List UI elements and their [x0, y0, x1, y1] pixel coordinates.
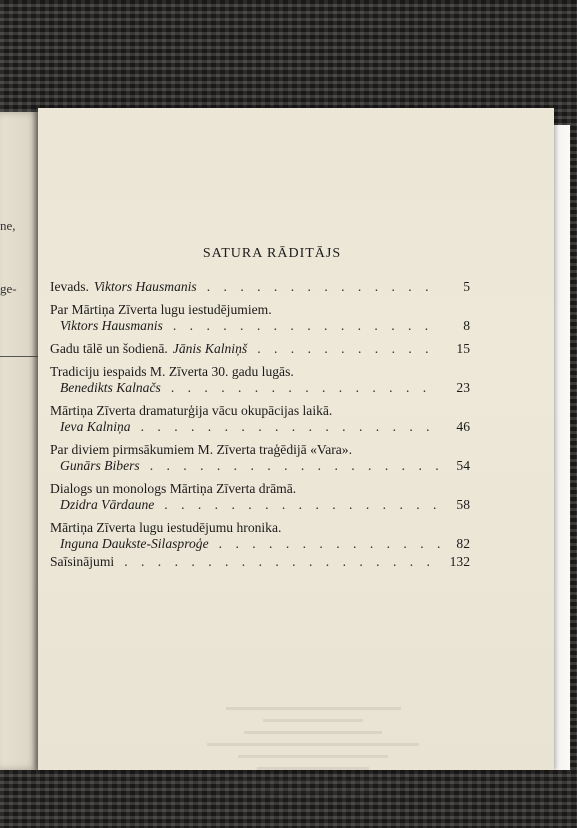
entry-page-number: 23: [456, 380, 470, 395]
entry-page-number: 8: [463, 318, 470, 333]
toc-entry: [50, 554, 470, 570]
entry-author: Jānis Kalniņš: [172, 341, 248, 356]
leader-dots: [167, 380, 440, 396]
entry-page-number: 46: [456, 419, 470, 434]
entry-page-number: 15: [456, 341, 470, 356]
left-page-fragment: ge-: [0, 281, 17, 296]
entry-author: Ieva Kalniņa: [60, 419, 131, 434]
entry-page-number: 54: [456, 458, 470, 473]
entry-page-number: 82: [456, 536, 470, 551]
leader-dots: [146, 458, 440, 474]
entry-title: Gadu tālē un šodienā.: [50, 341, 168, 356]
toc-entry: [50, 364, 470, 396]
entry-title: Tradiciju iespaids M. Zīverta 30. gadu lugās.: [50, 364, 294, 379]
entry-author: Viktors Hausmanis: [93, 279, 197, 294]
entry-author: Inguna Daukste-Silasproģe: [60, 536, 209, 551]
toc-entry: [50, 403, 470, 435]
entry-title: Ievads.: [50, 279, 89, 294]
toc-entry: [50, 341, 470, 357]
toc-entry: [50, 520, 470, 552]
entry-title: Mārtiņa Zīverta lugu iestudējumu hronika.: [50, 520, 282, 535]
toc-title: SATURA RĀDITĀJS: [202, 246, 342, 261]
table-of-contents: [50, 246, 470, 577]
entry-title: Saīsinājumi: [50, 554, 115, 569]
leader-dots: [253, 341, 440, 357]
entry-page-number: 5: [463, 279, 470, 294]
leader-dots: [160, 497, 440, 513]
toc-entry: [50, 442, 470, 474]
leader-dots: [137, 419, 440, 435]
leader-dots: [203, 279, 440, 295]
entry-title: Par diviem pirmsākumiem M. Zīverta traģēdijā «Vara».: [50, 442, 352, 457]
entry-page-number: 58: [456, 497, 470, 512]
entry-title: Dialogs un monologs Mārtiņa Zīverta drāmā.: [50, 481, 297, 496]
left-page-edge: [0, 112, 40, 770]
toc-entry: [50, 481, 470, 513]
leader-dots: [120, 554, 440, 570]
leader-dots: [215, 536, 440, 552]
entry-page-number: 132: [449, 554, 470, 569]
entry-author: Viktors Hausmanis: [60, 318, 163, 333]
leader-dots: [169, 318, 440, 334]
entry-author: Benedikts Kalnačs: [60, 380, 161, 395]
entry-author: Dzidra Vārdaune: [60, 497, 155, 512]
entry-author: Gunārs Bibers: [60, 458, 140, 473]
book-page: [38, 108, 554, 770]
entry-title: Mārtiņa Zīverta dramaturģija vācu okupācijas laikā.: [50, 403, 333, 418]
toc-entry: [50, 302, 470, 334]
left-page-rule: [0, 356, 40, 357]
toc-entry: [50, 279, 470, 295]
show-through-text: [188, 698, 438, 828]
left-page-fragment: ne,: [0, 218, 16, 233]
entry-title: Par Mārtiņa Zīverta lugu iestudējumiem.: [50, 302, 272, 317]
